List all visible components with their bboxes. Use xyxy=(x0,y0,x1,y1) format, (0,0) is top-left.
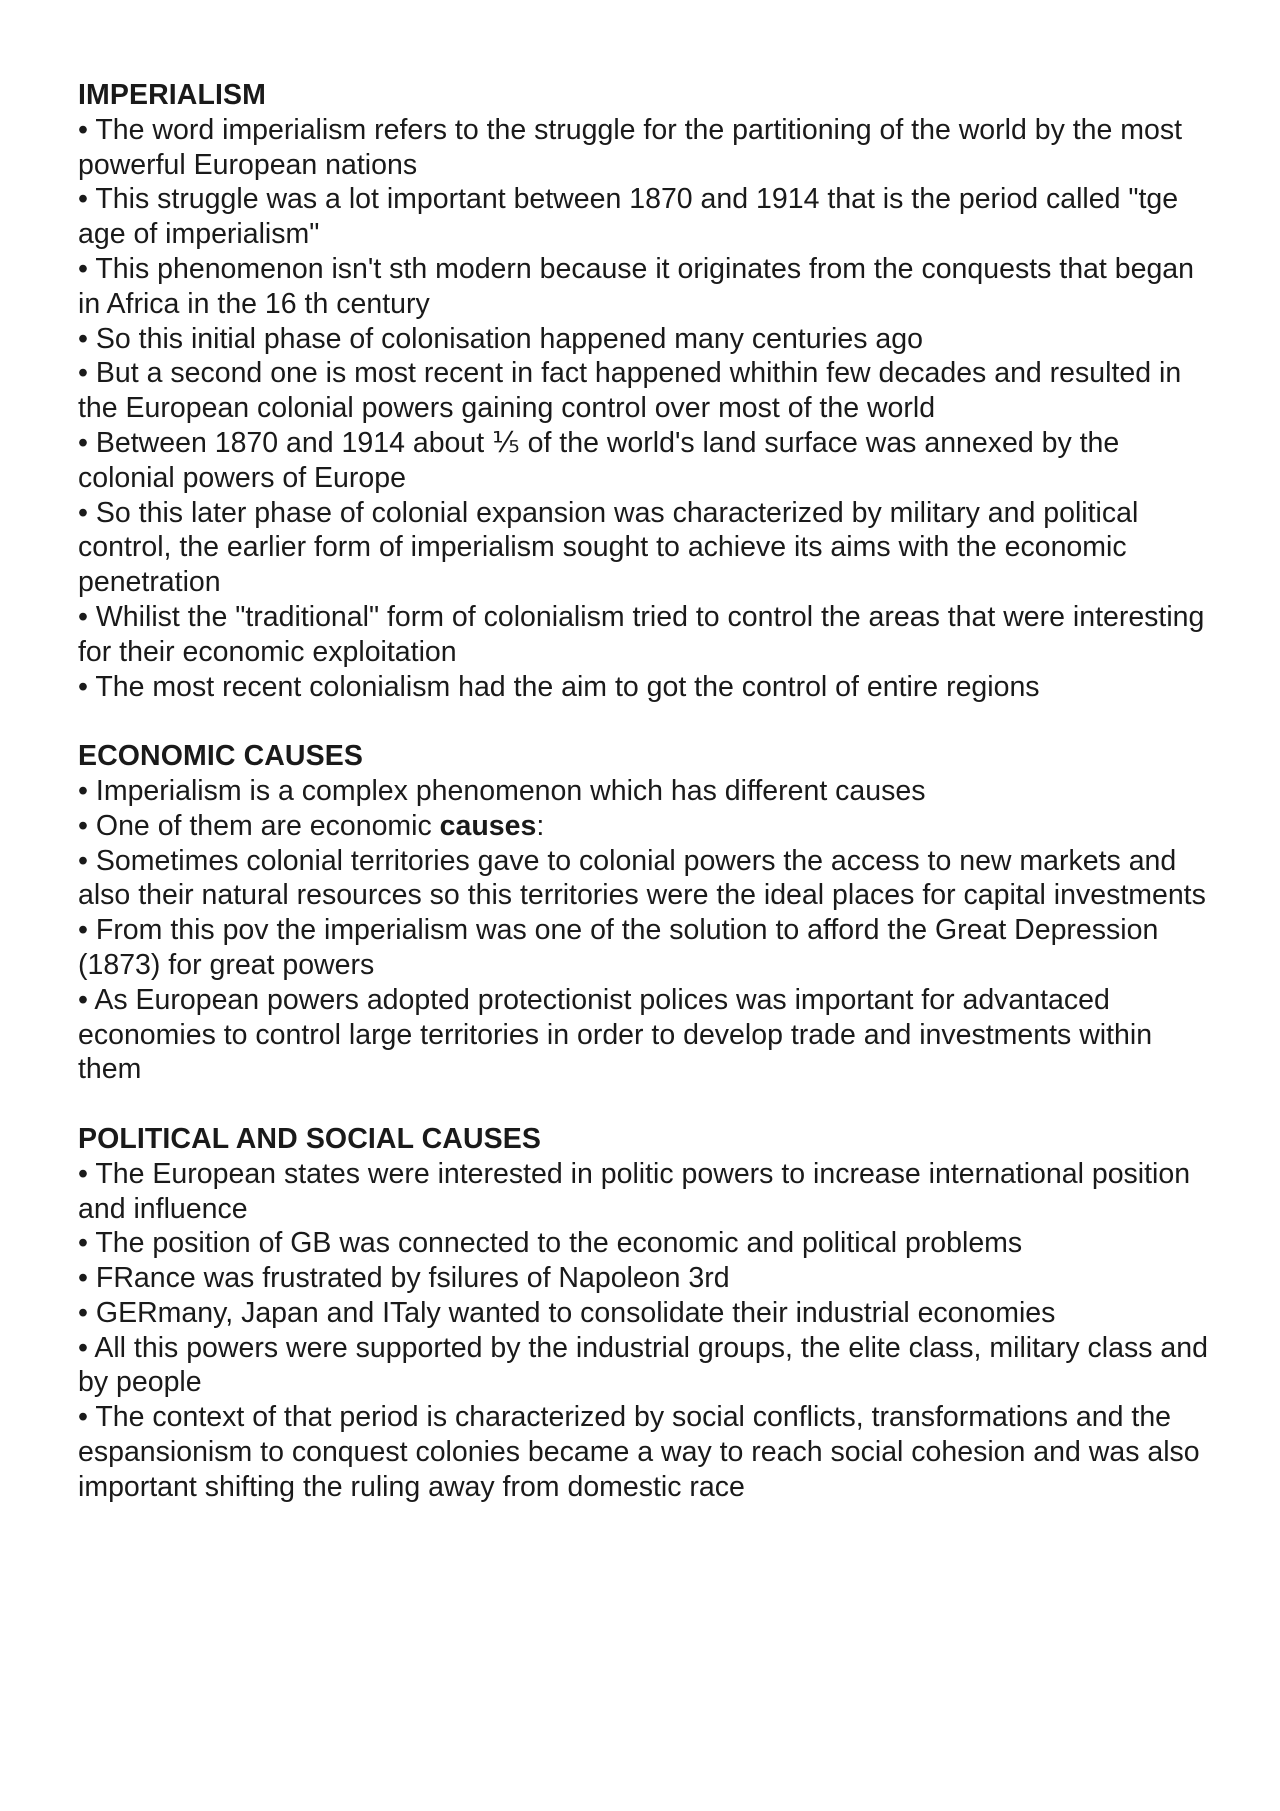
list-item: • All this powers were supported by the industrial groups, the elite class, military class and by people xyxy=(78,1331,1208,1399)
bullet: • xyxy=(78,600,88,633)
list-item: • As European powers adopted protectionist polices was important for advantaced economies to control large territories in order to develop trade and investments within them xyxy=(78,983,1153,1086)
bullet: • xyxy=(78,774,88,807)
bullet: • xyxy=(78,252,88,285)
bullet: • xyxy=(78,183,88,216)
list-item: • Imperialism is a complex phenomenon which has different causes xyxy=(78,774,926,807)
list-item: • FRance was frustrated by fsilures of Napoleon 3rd xyxy=(78,1262,730,1295)
list-item: • This phenomenon isn't sth modern because it originates from the conquests that began in Africa in the 16 th century xyxy=(78,252,1194,320)
bullet: • xyxy=(78,1157,88,1190)
list-item: • The word imperialism refers to the struggle for the partitioning of the world by the most powerful European nations xyxy=(78,113,1183,181)
bullet: • xyxy=(78,322,88,355)
bullet: • xyxy=(78,1262,88,1295)
bullet: • xyxy=(78,113,88,146)
bullet: • xyxy=(78,670,88,703)
bullet: • xyxy=(78,1296,88,1329)
bullet: • xyxy=(78,809,88,842)
list-item: • So this later phase of colonial expansion was characterized by military and political control, the earlier form of imperialism sought to achieve its aims with the economic penetration xyxy=(78,496,1139,599)
list-item: • Sometimes colonial territories gave to colonial powers the access to new markets and also their natural resources so this territories were the ideal places for capital investments xyxy=(78,844,1206,912)
list-item: • Between 1870 and 1914 about ⅕ of the world's land surface was annexed by the colonial powers of Europe xyxy=(78,426,1120,494)
list-item: • The context of that period is characterized by social conflicts, transformations and the espansionism to conquest colonies became a way to reach social cohesion and was also important shifting the ruling away from domestic race xyxy=(78,1401,1200,1503)
bullet: • xyxy=(78,1331,88,1364)
list-item: • This struggle was a lot important between 1870 and 1914 that is the period called "tge age of imperialism" xyxy=(78,183,1179,251)
list-item: • Whilist the "traditional" form of colonialism tried to control the areas that were interesting for their economic exploitation xyxy=(78,600,1205,668)
list-item: • But a second one is most recent in fact happened whithin few decades and resulted in the European colonial powers gaining control over most of the world xyxy=(78,357,1182,425)
section-imperialism xyxy=(78,78,1218,704)
list-item: • So this initial phase of colonisation happened many centuries ago xyxy=(78,322,923,355)
bullet: • xyxy=(78,1227,88,1260)
list-item: • One of them are economic causes: xyxy=(78,809,545,842)
list-item: • The position of GB was connected to the economic and political problems xyxy=(78,1227,1023,1260)
document-page xyxy=(78,78,1218,1505)
bullet: • xyxy=(78,983,88,1016)
bullet: • xyxy=(78,496,88,529)
bullet: • xyxy=(78,844,88,877)
bullet: • xyxy=(78,357,88,390)
bullet: • xyxy=(78,914,88,947)
section-economic-causes xyxy=(78,739,1218,1087)
section-political-social-causes xyxy=(78,1122,1218,1505)
list-item: • GERmany, Japan and ITaly wanted to consolidate their industrial economies xyxy=(78,1296,1056,1329)
list-item: • The European states were interested in politic powers to increase international position and influence xyxy=(78,1157,1191,1225)
bullet: • xyxy=(78,426,88,459)
list-item: • From this pov the imperialism was one of the solution to afford the Great Depression (1873) for great powers xyxy=(78,914,1159,981)
list-item: • The most recent colonialism had the aim to got the control of entire regions xyxy=(78,670,1040,703)
bullet: • xyxy=(78,1401,88,1434)
section-heading: IMPERIALISM xyxy=(78,79,266,111)
section-heading: POLITICAL AND SOCIAL CAUSES xyxy=(78,1122,541,1155)
bold-word: causes xyxy=(439,809,537,842)
section-heading: ECONOMIC CAUSES xyxy=(78,740,363,773)
